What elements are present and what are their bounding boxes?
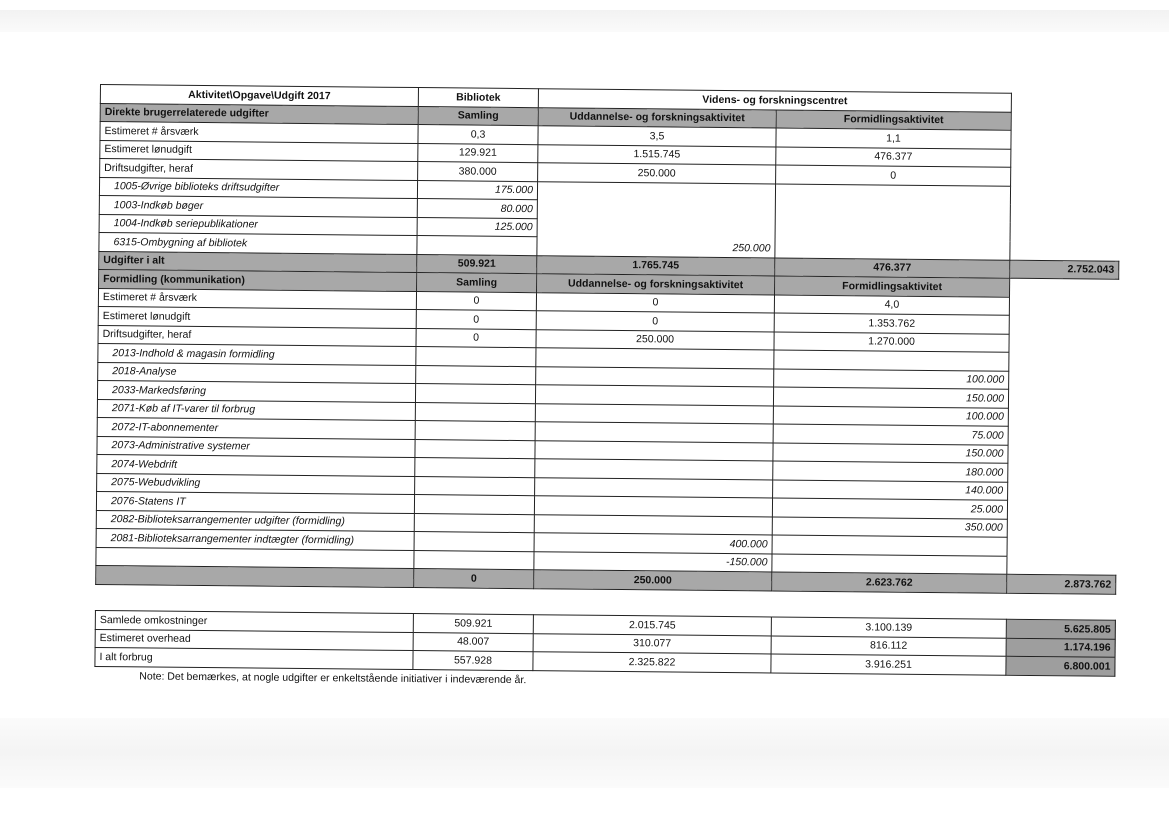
cell-form: 4,0 xyxy=(774,294,1009,315)
cell-udd xyxy=(534,514,772,535)
cell-form: 100.000 xyxy=(773,405,1008,426)
cell-form: 100.000 xyxy=(774,368,1009,389)
cell-form: 1.270.000 xyxy=(774,331,1009,352)
section1-col-form: Formidlingsaktivitet xyxy=(776,109,1011,130)
row-label: Estimeret lønudgift xyxy=(98,306,416,328)
row-label: 2075-Webudvikling xyxy=(97,473,415,495)
cell-udd xyxy=(535,422,773,443)
row-label: 2076-Statens IT xyxy=(96,491,414,513)
row-label: 2081-Biblioteksarrangementer indtægter (formidling) xyxy=(96,528,414,550)
summary-table xyxy=(94,610,1115,676)
summary-label: Estimeret overhead xyxy=(95,629,413,651)
header-activity: Aktivitet\Opgave\Udgift 2017 xyxy=(100,85,418,107)
row-label: 6315-Ombygning af bibliotek xyxy=(99,232,417,254)
cell-form xyxy=(772,553,1007,574)
cell-form: 180.000 xyxy=(773,461,1008,482)
summary-total: 1.174.196 xyxy=(1006,638,1115,658)
scan-shadow-bottom xyxy=(0,718,1169,788)
cell-samling: 380.000 xyxy=(418,162,538,182)
summary-udd: 310.077 xyxy=(533,633,771,654)
header-bibliotek: Bibliotek xyxy=(418,88,538,108)
summary-udd: 2.325.822 xyxy=(533,652,771,673)
cell-form: 0 xyxy=(776,165,1011,186)
row-label: 2018-Analyse xyxy=(98,362,416,384)
cell-samling xyxy=(417,236,537,256)
row-label: 2073-Administrative systemer xyxy=(97,436,415,458)
section2-col-samling: Samling xyxy=(417,273,537,293)
row-label: 1003-Indkøb bøger xyxy=(99,195,417,217)
row-label: 1005-Øvrige biblioteks driftsudgifter xyxy=(99,177,417,199)
section1-title: Direkte brugerrelaterede udgifter xyxy=(100,103,418,125)
footnote: Note: Det bemærkes, at nogle udgifter er enkeltstående initiativer i indeværende år. xyxy=(139,670,527,687)
section2-col-udd: Uddannelse- og forskningsaktivitet xyxy=(537,274,775,295)
cell-samling: 129.921 xyxy=(418,143,538,163)
row-label: Estimeret # årsværk xyxy=(98,288,416,310)
cell-form: 150.000 xyxy=(773,387,1008,408)
cell-form: 150.000 xyxy=(773,442,1008,463)
summary-total: 6.800.001 xyxy=(1006,656,1115,676)
section2-col-form: Formidlingsaktivitet xyxy=(775,276,1010,297)
cell-form: 1.353.762 xyxy=(774,313,1009,334)
total-udd: 250.000 xyxy=(534,570,772,591)
budget-table xyxy=(95,84,1121,594)
total-form: 476.377 xyxy=(775,257,1010,278)
scan-shadow-top xyxy=(0,10,1169,32)
total-all: 2.752.043 xyxy=(1010,260,1119,280)
cell-form: 75.000 xyxy=(773,424,1008,445)
cell-form xyxy=(772,535,1007,556)
cell-udd: 1.515.745 xyxy=(538,144,776,165)
summary-udd: 2.015.745 xyxy=(533,615,771,636)
cell-udd xyxy=(535,477,773,498)
summary-label: Samlede omkostninger xyxy=(95,610,413,632)
cell-udd xyxy=(535,459,773,480)
cell-udd xyxy=(535,440,773,461)
cell-form xyxy=(774,350,1009,371)
summary-total: 5.625.805 xyxy=(1006,619,1115,639)
section1-col-udd: Uddannelse- og forskningsaktivitet xyxy=(538,107,776,128)
total-samling: 509.921 xyxy=(417,254,537,274)
cell-udd: 250.000 xyxy=(536,329,774,350)
section1-col-samling: Samling xyxy=(418,106,538,126)
cell-form: 140.000 xyxy=(773,479,1008,500)
cell-udd: 400.000 xyxy=(534,533,772,554)
row-label: Driftsudgifter, heraf xyxy=(100,159,418,181)
row-label: 2071-Køb af IT-varer til forbrug xyxy=(97,399,415,421)
row-label: 1004-Indkøb seriepublikationer xyxy=(99,214,417,236)
row-label: 2033-Markedsføring xyxy=(97,380,415,402)
total-form: 2.623.762 xyxy=(772,572,1007,593)
cell-form: 25.000 xyxy=(772,498,1007,519)
cell-samling: 80.000 xyxy=(417,199,537,219)
cell-form: 350.000 xyxy=(772,516,1007,537)
cell-udd xyxy=(536,348,774,369)
cell-samling: 0,3 xyxy=(418,125,538,145)
cell-samling: 0 xyxy=(416,291,536,311)
total-all: 2.873.762 xyxy=(1007,574,1116,594)
cell-samling: 0 xyxy=(416,328,536,348)
cell-udd: 3,5 xyxy=(538,126,776,147)
row-label: 2072-IT-abonnementer xyxy=(97,417,415,439)
cell-form: 1,1 xyxy=(776,128,1011,149)
cell-samling: 125.000 xyxy=(417,217,537,237)
total-label: Udgifter i alt xyxy=(99,251,417,273)
cell-udd: 0 xyxy=(536,292,774,313)
cell-udd: 250.000 xyxy=(538,163,776,184)
cell-form: 476.377 xyxy=(776,146,1011,167)
row-label: Estimeret # årsværk xyxy=(100,122,418,144)
row-label: Estimeret lønudgift xyxy=(100,140,418,162)
summary-form: 3.100.139 xyxy=(771,617,1006,638)
summary-bib: 509.921 xyxy=(413,614,533,634)
cell-udd xyxy=(535,385,773,406)
row-label: 2082-Biblioteksarrangementer udgifter (formidling) xyxy=(96,510,414,532)
summary-bib: 557.928 xyxy=(413,651,533,671)
cell-udd: 0 xyxy=(536,311,774,332)
cell-udd xyxy=(534,496,772,517)
budget-sheet xyxy=(94,84,1125,704)
cell-samling: 0 xyxy=(416,310,536,330)
cell-udd: 250.000 xyxy=(537,237,775,258)
summary-label: I alt forbrug xyxy=(95,647,413,669)
summary-form: 3.916.251 xyxy=(771,654,1006,675)
header-videns: Videns- og forskningscentret xyxy=(538,89,1011,112)
row-label: 2074-Webdrift xyxy=(97,454,415,476)
cell-udd xyxy=(536,366,774,387)
total-udd: 1.765.745 xyxy=(537,255,775,276)
summary-form: 816.112 xyxy=(771,635,1006,656)
cell-samling: 175.000 xyxy=(417,180,537,200)
total-samling: 0 xyxy=(414,569,534,589)
cell-udd: -150.000 xyxy=(534,551,772,572)
summary-bib: 48.007 xyxy=(413,632,533,652)
cell-udd xyxy=(535,403,773,424)
section2-title: Formidling (kommunikation) xyxy=(99,269,417,291)
row-label: 2013-Indhold & magasin formidling xyxy=(98,343,416,365)
row-label: Driftsudgifter, heraf xyxy=(98,325,416,347)
